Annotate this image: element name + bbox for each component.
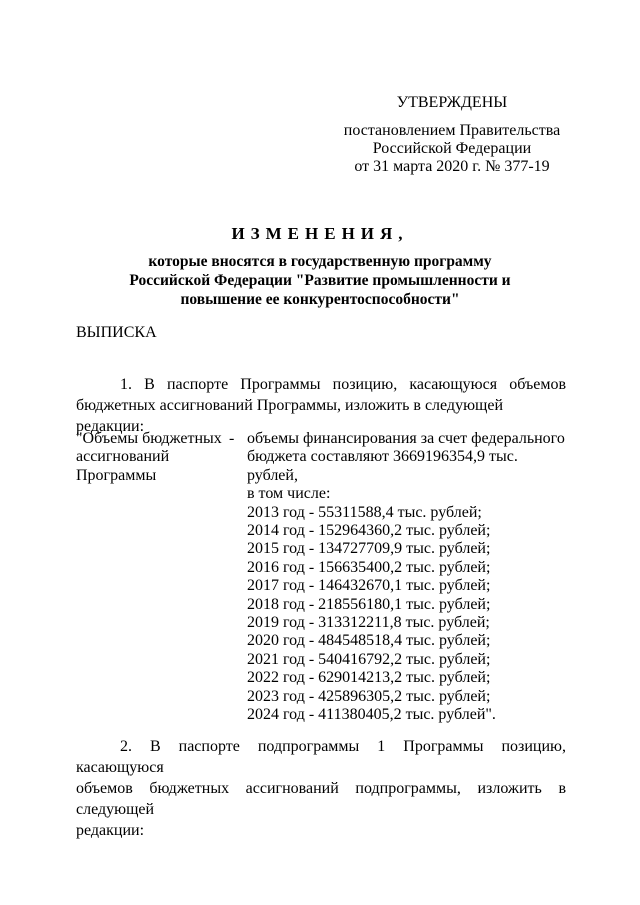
funding-year-2018: 2018 год - 218556180,1 тыс. рублей;	[247, 595, 491, 613]
approval-line-3: от 31 марта 2020 г. № 377-19	[354, 158, 550, 175]
funding-year-2021: 2021 год - 540416792,2 тыс. рублей;	[247, 650, 491, 668]
funding-dash: -	[229, 430, 235, 447]
funding-year-2016: 2016 год - 156635400,2 тыс. рублей;	[247, 558, 491, 576]
approval-line-2: Российской Федерации	[372, 140, 532, 157]
document-title: ИЗМЕНЕНИЯ,	[231, 224, 409, 243]
funding-content-line-3: рублей,	[247, 466, 298, 484]
paragraph-1	[76, 374, 566, 437]
funding-content-line-2: бюджета составляют 3669196354,9 тыс.	[247, 448, 518, 466]
funding-year-2015: 2015 год - 134727709,9 тыс. рублей;	[247, 540, 491, 558]
approval-heading: УТВЕРЖДЕНЫ	[396, 94, 508, 111]
funding-content-line-4: в том числе:	[247, 485, 331, 503]
funding-content-line-1: объемы финансирования за счет федерального	[247, 430, 565, 447]
funding-year-2014: 2014 год - 152964360,2 тыс. рублей;	[247, 522, 491, 540]
paragraph-1-line-2: бюджетных ассигнований Программы, изложить в следующей редакции:	[76, 397, 503, 435]
funding-year-2017: 2017 год - 146432670,1 тыс. рублей;	[247, 577, 491, 595]
funding-content	[247, 430, 567, 725]
paragraph-2	[76, 736, 566, 841]
subtitle-line-3: повышение ее конкурентоспособности"	[180, 291, 460, 308]
funding-year-2022: 2022 год - 629014213,2 тыс. рублей;	[247, 669, 491, 687]
paragraph-2-line-3: редакции:	[76, 822, 145, 839]
extract-label: ВЫПИСКА	[76, 324, 157, 341]
funding-year-2020: 2020 год - 484548518,4 тыс. рублей;	[247, 632, 491, 650]
funding-label	[76, 430, 226, 485]
funding-label-line-3: Программы	[76, 466, 157, 484]
subtitle-line-2: Российской Федерации "Развитие промышленности и	[129, 272, 511, 289]
funding-year-2023: 2023 год - 425896305,2 тыс. рублей;	[247, 687, 491, 705]
subtitle-line-1: которые вносятся в государственную программу	[148, 253, 492, 270]
approval-line-1: постановлением Правительства	[343, 122, 561, 139]
funding-year-2024: 2024 год - 411380405,2 тыс. рублей".	[247, 706, 496, 724]
paragraph-2-line-2: объемов бюджетных ассигнований подпрограммы, изложить в следующей	[76, 780, 566, 818]
funding-label-line-2: ассигнований	[76, 448, 170, 466]
funding-year-2019: 2019 год - 313312211,8 тыс. рублей;	[247, 614, 490, 632]
paragraph-2-line-1: 2. В паспорте подпрограммы 1 Программы позицию, касающуюся	[76, 738, 566, 776]
funding-year-2013: 2013 год - 55311588,4 тыс. рублей;	[247, 503, 482, 521]
paragraph-1-line-1: 1. В паспорте Программы позицию, касающуюся объемов	[120, 376, 566, 393]
funding-label-line-1: "Объемы бюджетных	[76, 430, 222, 447]
